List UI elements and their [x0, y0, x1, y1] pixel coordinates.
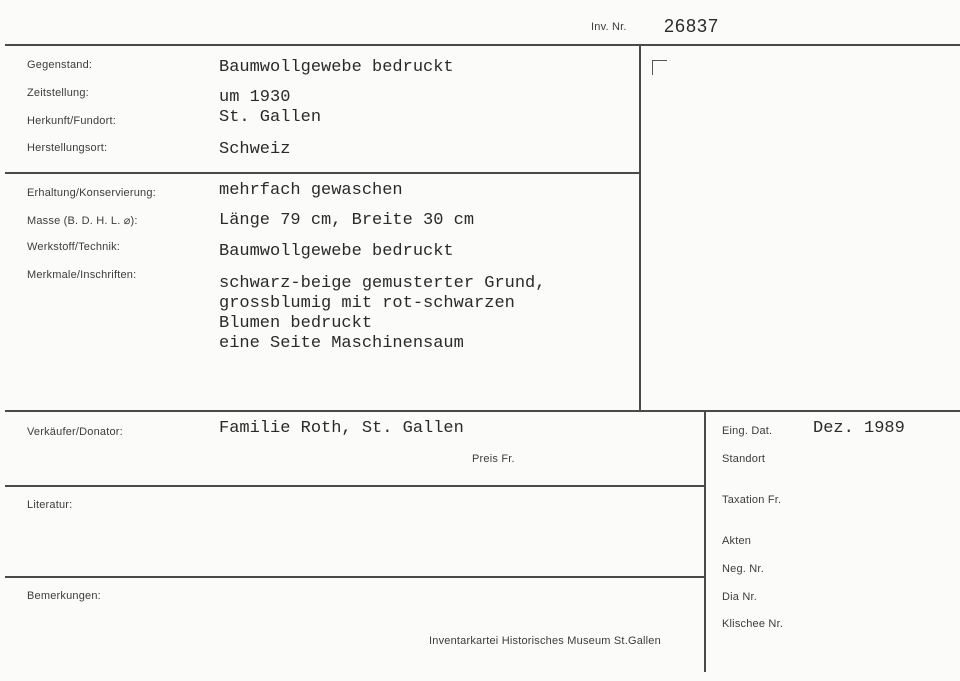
gegenstand-value: Baumwollgewebe bedruckt	[219, 58, 454, 77]
top-rule	[5, 44, 960, 46]
masse-value: Länge 79 cm, Breite 30 cm	[219, 211, 475, 230]
erhaltung-label: Erhaltung/Konservierung:	[27, 187, 156, 199]
divider-right-upper	[639, 44, 641, 411]
corner-mark	[652, 60, 667, 75]
eing-dat-label: Eing. Dat.	[722, 425, 773, 437]
akten-label: Akten	[722, 535, 752, 547]
literatur-label: Literatur:	[27, 499, 73, 511]
footer-text: Inventarkartei Historisches Museum St.Gallen	[429, 635, 661, 647]
verkaeufer-value: Familie Roth, St. Gallen	[219, 419, 464, 438]
inv-nr-value: 26837	[664, 16, 720, 36]
werkstoff-value: Baumwollgewebe bedruckt	[219, 242, 454, 261]
preis-label: Preis Fr.	[472, 453, 515, 465]
dia-nr-label: Dia Nr.	[722, 591, 758, 603]
herstellungsort-value: Schweiz	[219, 140, 291, 159]
standort-label: Standort	[722, 453, 766, 465]
section-rule-2	[5, 410, 960, 412]
taxation-label: Taxation Fr.	[722, 494, 782, 506]
merkmale-value: schwarz-beige gemusterter Grund, grossblumig mit rot-schwarzen Blumen bedruckt eine Seite Maschinensaum	[219, 274, 546, 353]
inv-nr-label: Inv. Nr.	[591, 21, 627, 33]
section-rule-1	[5, 172, 639, 174]
herkunft-label: Herkunft/Fundort:	[27, 115, 116, 127]
herstellungsort-label: Herstellungsort:	[27, 142, 108, 154]
zeitstellung-value: um 1930	[219, 88, 291, 107]
gegenstand-label: Gegenstand:	[27, 59, 93, 71]
werkstoff-label: Werkstoff/Technik:	[27, 241, 121, 253]
klischee-nr-label: Klischee Nr.	[722, 618, 784, 630]
eing-dat-value: Dez. 1989	[813, 419, 905, 438]
bemerkungen-label: Bemerkungen:	[27, 590, 101, 602]
erhaltung-value: mehrfach gewaschen	[219, 181, 403, 200]
masse-label: Masse (B. D. H. L. ⌀):	[27, 215, 138, 227]
herkunft-value: St. Gallen	[219, 108, 322, 127]
divider-right-lower	[704, 410, 706, 672]
zeitstellung-label: Zeitstellung:	[27, 87, 89, 99]
verkaeufer-label: Verkäufer/Donator:	[27, 426, 123, 438]
merkmale-label: Merkmale/Inschriften:	[27, 269, 137, 281]
neg-nr-label: Neg. Nr.	[722, 563, 764, 575]
section-rule-4	[5, 576, 704, 578]
section-rule-3	[5, 485, 704, 487]
